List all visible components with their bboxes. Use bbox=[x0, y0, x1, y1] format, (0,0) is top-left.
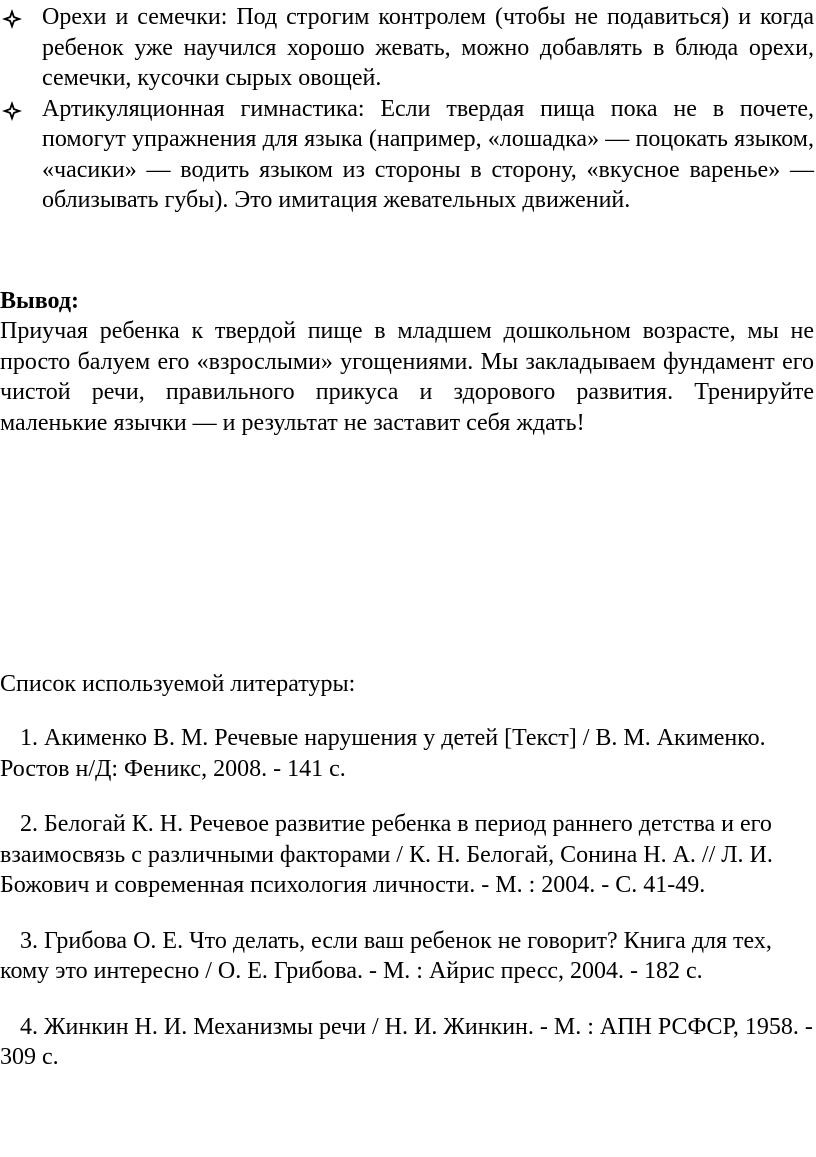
bullet-list bbox=[0, 2, 814, 216]
references-heading: Список используемой литературы: bbox=[0, 671, 356, 697]
references-list bbox=[0, 723, 814, 1098]
conclusion-heading: Вывод: bbox=[0, 288, 79, 314]
bullet-text: Артикуляционная гимнастика: Если твердая пища пока не в почете, помогут упражнения для языка (например, «лошадка» — поцокать языком, «часики» — водить языком из стороны в сторону, «вкусное варенье» — облизывать губы). Это имитация жевательных движений. bbox=[42, 95, 814, 213]
conclusion-paragraph: Приучая ребенка к твердой пище в младшем дошкольном возрасте, мы не просто балуем его «взрослыми» угощениями. Мы закладываем фундамент его чистой речи, правильного прикуса и здорового развития. Тренируйте маленькие язычки — и результат не заставит себя ждать! bbox=[0, 318, 814, 436]
reference-item: 2. Белогай К. Н. Речевое развитие ребенка в период раннего детства и его взаимосвязь с различными факторами / К. Н. Белогай, Сонина Н. А. // Л. И. Божович и современная психология личности. - М. : 2004. - С. 41-49. bbox=[0, 811, 773, 898]
diamond-bullet-icon bbox=[2, 9, 22, 29]
bullet-text: Орехи и семечки: Под строгим контролем (чтобы не подавиться) и когда ребенок уже научился хорошо жевать, можно добавлять в блюда орехи, семечки, кусочки сырых овощей. bbox=[42, 4, 814, 91]
reference-item: 3. Грибова О. Е. Что делать, если ваш ребенок не говорит? Книга для тех, кому это интересно / О. Е. Грибова. - М. : Айрис пресс, 2004. - 182 с. bbox=[0, 927, 772, 984]
bullet-item-gymnastics bbox=[0, 94, 814, 216]
reference-item: 1. Акименко В. М. Речевые нарушения у детей [Текст] / В. М. Акименко. Ростов н/Д: Феникс, 2008. - 141 с. bbox=[0, 725, 766, 782]
bullet-item-nuts bbox=[0, 2, 814, 94]
diamond-bullet-icon bbox=[2, 101, 22, 121]
reference-item: 4. Жинкин Н. И. Механизмы речи / Н. И. Жинкин. - М. : АПН РСФСР, 1958. - 309 с. bbox=[0, 1013, 813, 1070]
